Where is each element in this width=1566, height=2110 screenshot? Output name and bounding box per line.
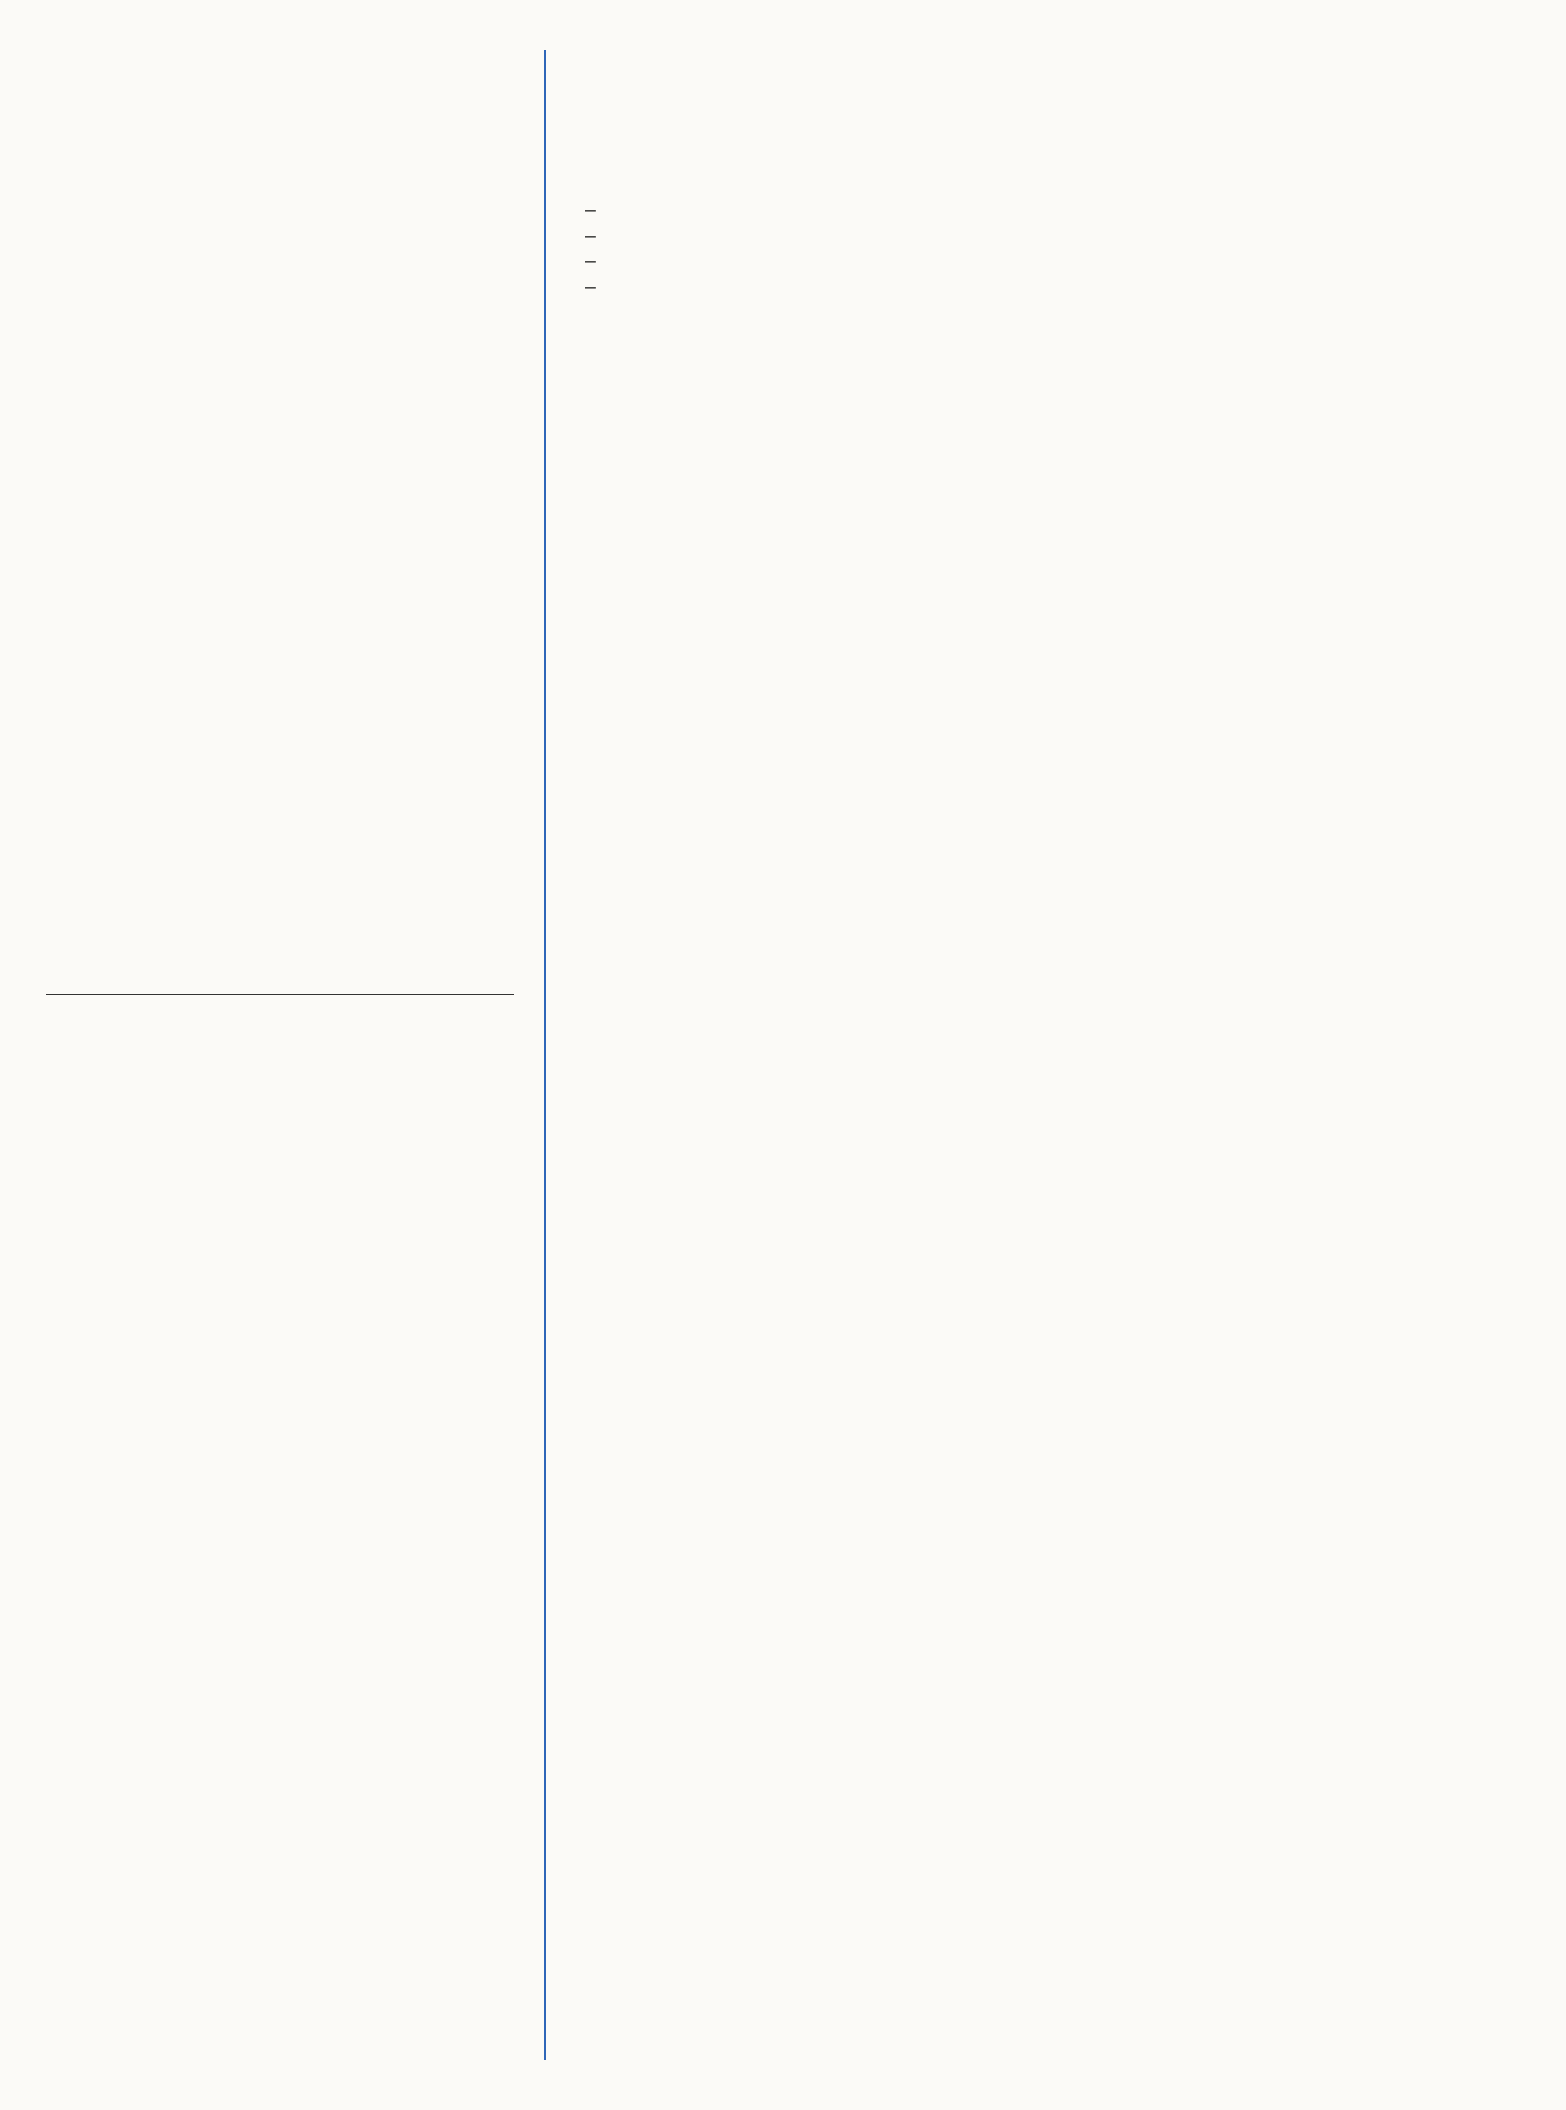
axis-configuration-list	[585, 198, 1514, 300]
column-divider	[544, 50, 546, 2060]
list-item: –	[585, 275, 596, 298]
table-of-contents	[46, 988, 514, 1003]
article-column	[585, 48, 1514, 300]
list-item: –	[585, 199, 596, 221]
list-item: –	[585, 250, 596, 273]
toc-heading	[46, 988, 514, 995]
list-item: –	[585, 224, 596, 247]
masthead	[46, 40, 518, 64]
